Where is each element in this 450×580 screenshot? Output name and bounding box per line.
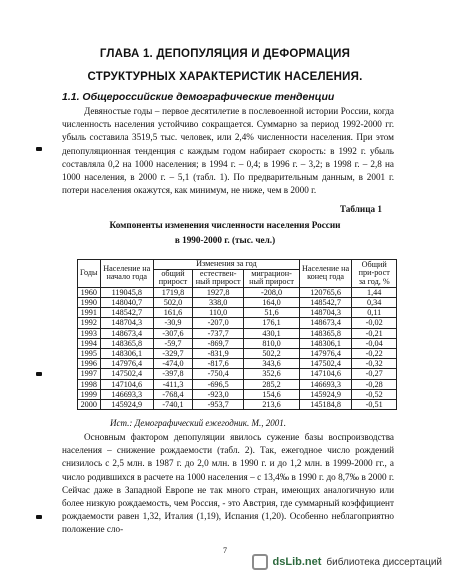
table-cell: 1996 <box>78 359 101 369</box>
table-cell: 1997 <box>78 369 101 379</box>
margin-mark <box>36 372 42 376</box>
table-cell: 148704,3 <box>299 308 352 318</box>
margin-mark <box>36 147 42 151</box>
paragraph-intro-text: Девяностые годы – первое десятилетие в послевоенной истории России, когда численность населения устойчиво сокращается. Суммарно за период 1992-2000 гг. убыль составила 3519,5 тыс. человек, или 2,4% численности населения. При этом депопуляционная тенденция с каждым годом набирает скорость: в 1992 г. убыль составляла 0,2 на 1000 населения; в 1994 г. – 0,4; в 1996 г. – 3,2; в 1998 г. – 2,8 на 1000 населения, в 2000 г. – 5,1 (табл. 1). По предварительным данным, в 2001 г. потери населения окажутся, как минимум, не ниже, чем в 2000 г. <box>62 106 394 196</box>
table-row <box>78 389 397 399</box>
table-row <box>78 400 397 410</box>
table-cell: -397,8 <box>154 369 193 379</box>
table-cell: -869,7 <box>192 338 243 348</box>
table-cell: -474,0 <box>154 359 193 369</box>
table-cell: 148306,1 <box>299 338 352 348</box>
table-row <box>78 379 397 389</box>
table-cell: -696,5 <box>192 379 243 389</box>
table-caption-line1: Компоненты изменения численности населения России <box>109 220 341 230</box>
table-cell: 430,1 <box>244 328 299 338</box>
header-end: Население на конец года <box>299 260 352 288</box>
table-cell: 1998 <box>78 379 101 389</box>
table-cell: 147976,4 <box>100 359 153 369</box>
table-cell: -0,22 <box>352 349 397 359</box>
table-cell: 1927,8 <box>192 287 243 297</box>
table-cell: 1993 <box>78 328 101 338</box>
table-cell: 0,34 <box>352 297 397 307</box>
table-cell: -831,9 <box>192 349 243 359</box>
table-row <box>78 338 397 348</box>
table-cell: -0,52 <box>352 389 397 399</box>
table-cell: 161,6 <box>154 308 193 318</box>
table-cell: 213,6 <box>244 400 299 410</box>
table-cell: 1719,8 <box>154 287 193 297</box>
table-cell: 285,2 <box>244 379 299 389</box>
table-cell: 502,0 <box>154 297 193 307</box>
table-row <box>78 287 397 297</box>
table-cell: 148365,8 <box>299 328 352 338</box>
table-cell: 147976,4 <box>299 349 352 359</box>
table-cell: -923,0 <box>192 389 243 399</box>
table-cell: -953,7 <box>192 400 243 410</box>
table-cell: 146693,3 <box>100 389 153 399</box>
table-cell: -768,4 <box>154 389 193 399</box>
table-cell: 148542,7 <box>100 308 153 318</box>
table-cell: 1960 <box>78 287 101 297</box>
watermark-logo: dsLib.net <box>272 556 322 568</box>
population-table <box>77 259 397 410</box>
table-cell: 1991 <box>78 308 101 318</box>
table-cell: 1992 <box>78 318 101 328</box>
table-source: Ист.: Демографический ежегодник. М., 2001. <box>110 418 287 428</box>
header-total: общий прирост <box>154 269 193 287</box>
table-cell: 146693,3 <box>299 379 352 389</box>
table-cell: -0,27 <box>352 369 397 379</box>
table-cell: -207,0 <box>192 318 243 328</box>
header-change: Изменения за год <box>154 260 300 270</box>
table-row <box>78 349 397 359</box>
margin-mark <box>36 515 42 519</box>
table-cell: 148542,7 <box>299 297 352 307</box>
table-cell: -740,1 <box>154 400 193 410</box>
watermark-text: библиотека диссертаций <box>326 556 442 568</box>
table-cell: 147104,6 <box>299 369 352 379</box>
table-cell: 502,2 <box>244 349 299 359</box>
table-cell: -59,7 <box>154 338 193 348</box>
library-icon <box>252 554 268 570</box>
paragraph-intro <box>62 105 394 197</box>
table-cell: 164,0 <box>244 297 299 307</box>
header-year: Годы <box>78 260 101 288</box>
table-cell: 148673,4 <box>100 328 153 338</box>
table-cell: -411,3 <box>154 379 193 389</box>
table-cell: -208,0 <box>244 287 299 297</box>
table-cell: -0,32 <box>352 359 397 369</box>
table-row <box>78 359 397 369</box>
section-title: 1.1. Общероссийские демографические тенденции <box>62 91 335 103</box>
table-cell: -817,6 <box>192 359 243 369</box>
table-cell: -0,02 <box>352 318 397 328</box>
table-cell: -0,51 <box>352 400 397 410</box>
table-cell: -0,21 <box>352 328 397 338</box>
table-body <box>78 287 397 409</box>
table-cell: -307,6 <box>154 328 193 338</box>
table-cell: 148365,8 <box>100 338 153 348</box>
table-label: Таблица 1 <box>339 204 382 214</box>
table-cell: 176,1 <box>244 318 299 328</box>
table-cell: -0,04 <box>352 338 397 348</box>
table-cell: 810,0 <box>244 338 299 348</box>
table-cell: -30,9 <box>154 318 193 328</box>
header-rate: Общий при-рост за год, % <box>352 260 397 288</box>
watermark <box>252 554 442 570</box>
table-row <box>78 328 397 338</box>
table-cell: 145924,9 <box>299 389 352 399</box>
table-cell: 352,6 <box>244 369 299 379</box>
header-migration: миграцион-ный прирост <box>244 269 299 287</box>
table-cell: 147502,4 <box>100 369 153 379</box>
table-cell: 1990 <box>78 297 101 307</box>
table-cell: 120765,6 <box>299 287 352 297</box>
table-cell: 0,11 <box>352 308 397 318</box>
table-cell: -329,7 <box>154 349 193 359</box>
table-cell: 1,44 <box>352 287 397 297</box>
table-cell: 110,0 <box>192 308 243 318</box>
chapter-subtitle: СТРУКТУРНЫХ ХАРАКТЕРИСТИК НАСЕЛЕНИЯ. <box>87 71 363 83</box>
table-cell: 148306,1 <box>100 349 153 359</box>
table-cell: 338,0 <box>192 297 243 307</box>
table-cell: 343,6 <box>244 359 299 369</box>
table-cell: -750,4 <box>192 369 243 379</box>
table-cell: 1994 <box>78 338 101 348</box>
table-cell: 145184,8 <box>299 400 352 410</box>
table-cell: 148040,7 <box>100 297 153 307</box>
table-cell: 2000 <box>78 400 101 410</box>
page-number: 7 <box>223 546 227 555</box>
table-caption-line2: в 1990-2000 г. (тыс. чел.) <box>174 235 276 245</box>
table-cell: 154,6 <box>244 389 299 399</box>
table-row <box>78 318 397 328</box>
table-row <box>78 369 397 379</box>
table-cell: 148704,3 <box>100 318 153 328</box>
table-cell: 1999 <box>78 389 101 399</box>
table-cell: 1995 <box>78 349 101 359</box>
table-cell: 147104,6 <box>100 379 153 389</box>
paragraph-main-text: Основным фактором депопуляции явилось сужение базы воспроизводства населения – снижение рождаемости (табл. 2). Так, ежегодное число рождений снизилось с 2,5 млн. в 1987 г. до 2,0 млн. в 1990 г. и до 1,2 млн. в 1999-2000 гг., а число родившихся в расчете на 1000 населения – с 13,4‰ в 1990 г. до 8,7‰ в 2000 г. Сейчас даже в Западной Европе не так много стран, имеющих аналогичную или более низкую рождаемость, чем Россия, - это Австрия, где суммарный коэффициент рождаемости равен 1,32, Италия (1,19), Испания (1,20). Особенно неблагоприятно положение сло- <box>62 432 394 535</box>
paragraph-main <box>62 431 394 537</box>
chapter-title: ГЛАВА 1. ДЕПОПУЛЯЦИЯ И ДЕФОРМАЦИЯ <box>99 48 351 60</box>
header-start: Население на начало года <box>100 260 153 288</box>
table-cell: 51,6 <box>244 308 299 318</box>
table-cell: 119045,8 <box>100 287 153 297</box>
table-cell: 148673,4 <box>299 318 352 328</box>
table-row <box>78 297 397 307</box>
table-cell: 147502,4 <box>299 359 352 369</box>
header-natural: естествен-ный прирост <box>192 269 243 287</box>
table-cell: -0,28 <box>352 379 397 389</box>
table-row <box>78 308 397 318</box>
table-cell: -737,7 <box>192 328 243 338</box>
table-cell: 145924,9 <box>100 400 153 410</box>
